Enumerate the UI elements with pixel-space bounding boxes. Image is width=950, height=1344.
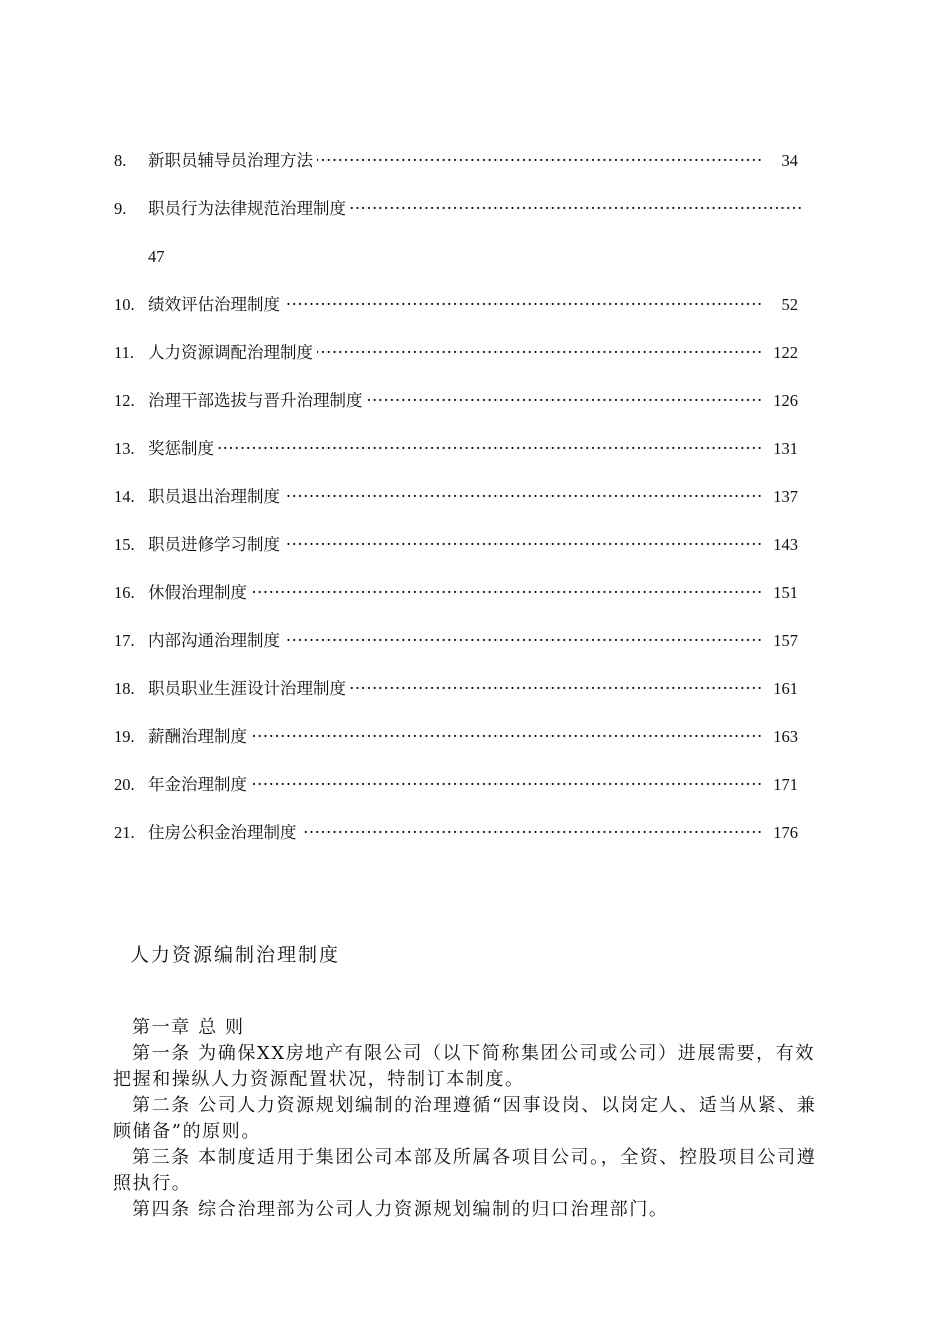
toc-page-number: 47 (148, 247, 165, 266)
toc-title: 休假治理制度 (148, 580, 251, 606)
toc-page-number: 161 (769, 676, 798, 702)
toc-entry[interactable] (114, 436, 804, 462)
article-paragraph: 第二条 公司人力资源规划编制的治理遵循“因事设岗、以岗定人、适当从紧、兼顾储备”的原则。 (113, 1095, 817, 1142)
leader-dots (148, 436, 764, 462)
section-title: 人力资源编制治理制度 (130, 944, 341, 966)
toc-number: 11. (114, 343, 135, 362)
toc-entry[interactable] (114, 532, 804, 558)
article-paragraph: 第三条 本制度适用于集团公司本部及所属各项目公司。，全资、控股项目公司遵照执行。 (113, 1147, 817, 1194)
toc-title: 职员职业生涯设计治理制度 (148, 676, 350, 702)
toc-page-number: 163 (769, 724, 798, 750)
toc-entry[interactable] (114, 388, 804, 414)
article-paragraph: 第一条 为确保XX房地产有限公司（以下简称集团公司或公司）进展需要，有效把握和操纵人力资源配置状况，特制订本制度。 (113, 1043, 815, 1090)
toc-page-number: 122 (769, 340, 798, 366)
toc-entry[interactable] (114, 292, 804, 318)
toc-title: 住房公积金治理制度 (148, 820, 301, 846)
article-paragraph: 第四条 综合治理部为公司人力资源规划编制的归口治理部门。 (132, 1199, 669, 1220)
toc-number: 21. (114, 823, 135, 842)
toc-page-number: 176 (769, 820, 798, 846)
toc-entry[interactable] (114, 628, 804, 654)
toc-entry[interactable] (114, 148, 804, 174)
toc-title: 内部沟通治理制度 (148, 628, 284, 654)
toc-entry[interactable] (114, 724, 804, 750)
toc-page-number: 143 (769, 532, 798, 558)
toc-title: 职员行为法律规范治理制度 (148, 196, 350, 222)
chapter-heading: 第一章 总 则 (132, 1017, 245, 1038)
toc-entry[interactable] (114, 340, 804, 366)
toc-page-number: 131 (769, 436, 798, 462)
toc-page-number: 34 (778, 148, 799, 174)
toc-entry[interactable] (114, 772, 804, 798)
toc-title: 职员进修学习制度 (148, 532, 284, 558)
toc-number: 9. (114, 199, 127, 218)
toc-number: 8. (114, 151, 127, 170)
toc-number: 13. (114, 439, 135, 458)
toc-number: 18. (114, 679, 135, 698)
toc-entry[interactable] (114, 676, 804, 702)
toc-number: 15. (114, 535, 135, 554)
toc-title: 新职员辅导员治理方法 (148, 148, 317, 174)
toc-page-number: 126 (769, 388, 798, 414)
document-body (113, 1015, 833, 1223)
toc-entry[interactable] (114, 196, 804, 222)
toc-title: 薪酬治理制度 (148, 724, 251, 750)
toc-page-number: 151 (769, 580, 798, 606)
toc-entry[interactable] (114, 580, 804, 606)
toc-entry[interactable] (114, 820, 804, 846)
toc-entry[interactable] (114, 484, 804, 510)
toc-number: 10. (114, 295, 135, 314)
toc-title: 绩效评估治理制度 (148, 292, 284, 318)
toc-number: 16. (114, 583, 135, 602)
toc-number: 17. (114, 631, 135, 650)
toc-number: 19. (114, 727, 135, 746)
toc-title: 治理干部选拔与晋升治理制度 (148, 388, 367, 414)
toc-page-number: 137 (769, 484, 798, 510)
toc-page-number: 157 (769, 628, 798, 654)
toc-title: 奖惩制度 (148, 436, 218, 462)
toc-page-number: 171 (769, 772, 798, 798)
toc-title: 职员退出治理制度 (148, 484, 284, 510)
toc-number: 20. (114, 775, 135, 794)
toc-page-number: 52 (778, 292, 799, 318)
toc-number: 12. (114, 391, 135, 410)
toc-title: 人力资源调配治理制度 (148, 340, 317, 366)
toc-number: 14. (114, 487, 135, 506)
toc-title: 年金治理制度 (148, 772, 251, 798)
